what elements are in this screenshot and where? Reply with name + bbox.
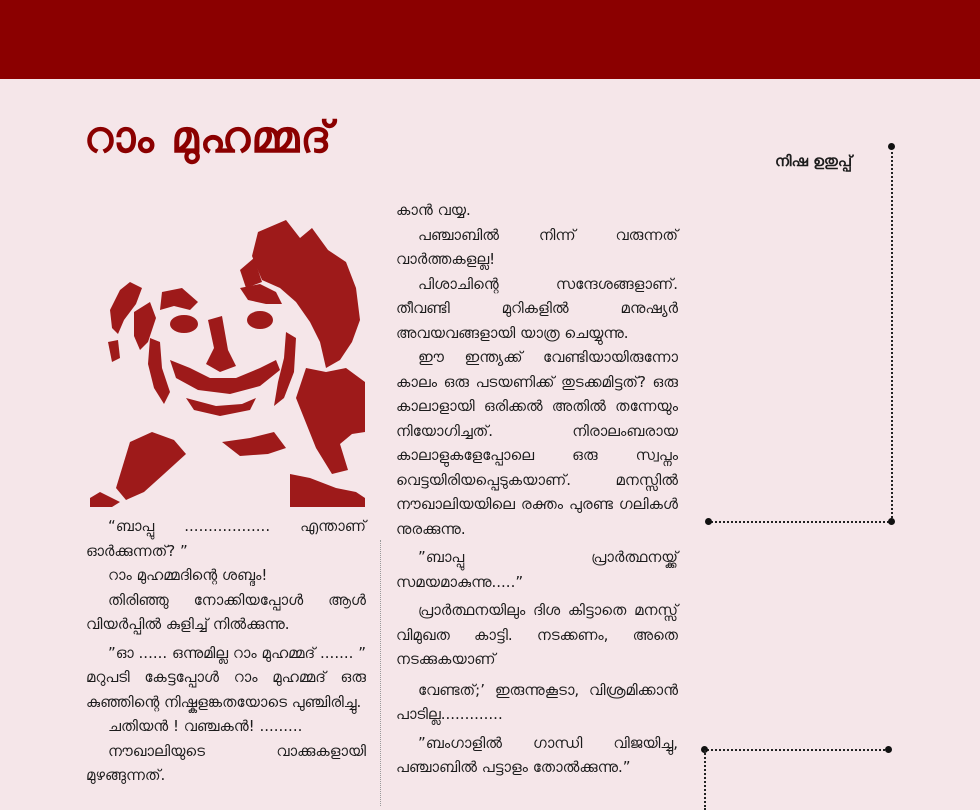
decorative-line-vertical [704, 750, 706, 810]
paragraph: നൗഖാലിയുടെ വാക്കുകളായി മുഴങ്ങുന്നത്. [86, 741, 366, 784]
article-column-2 [396, 198, 678, 780]
paragraph: പഞ്ചാബിൽ നിന്ന് വരുന്നത് വാർത്തകളല്ല! [396, 225, 678, 268]
paragraph: വേണ്ടത്;’ ഇരുന്നുകൂടാ, വിശ്രമിക്കാൻ പാടില്ല............. [396, 680, 678, 723]
paragraph: റാം മുഹമ്മദിന്റെ ശബ്ദം! [108, 566, 268, 584]
paragraph: ”ബംഗാളിൽ ഗാന്ധി വിജയിച്ചു, പഞ്ചാബിൽ പട്ടാളം തോൽക്കുന്നു.” [396, 733, 678, 776]
decorative-line-horizontal [708, 521, 892, 523]
author-name: നിഷ ഉതുപ്പ് [774, 152, 852, 170]
article-column-1 [86, 514, 366, 788]
paragraph: ”ബാപ്പു പ്രാർത്ഥനയ്ക്ക് സമയമാകുന്നു.....” [396, 548, 678, 591]
top-banner [0, 0, 980, 79]
paragraph: ചതിയൻ ! വഞ്ചകൻ! ......... [108, 717, 303, 735]
decorative-line-horizontal [704, 749, 889, 751]
article-title: റാം മുഹമ്മദ് [84, 112, 333, 163]
decorative-dot [705, 518, 712, 525]
paragraph: “ബാപ്പു .................. എന്താണ് ഓർക്കുന്നത്? ” [86, 517, 366, 560]
paragraph: ”ഓ ...... ഒന്നുമില്ല റാം മുഹമ്മദ് ....... ” മറുപടി കേട്ടപ്പോൾ റാം മുഹമ്മദ് ഒരു കുഞ്ഞിന്റെ നിഷ്കളങ്കതയോടെ പുഞ്ചിരിച്ചു. [86, 643, 366, 711]
paragraph: കാൻ വയ്യ. [396, 201, 471, 219]
gandhi-portrait-icon [90, 192, 365, 507]
paragraph: പിശാചിന്റെ സന്ദേശങ്ങളാണ്. തീവണ്ടി മുറികളിൽ മനുഷ്യർ അവയവങ്ങളായി യാത്ര ചെയ്യുന്നു. [396, 274, 678, 342]
paragraph: പ്രാർത്ഥനയിലും ദിശ കിട്ടാതെ മനസ്സ് വിമുഖത കാട്ടി. നടക്കണം, അതെ നടക്കുകയാണ് [396, 601, 678, 668]
decorative-dot [885, 746, 892, 753]
column-divider [380, 540, 381, 806]
paragraph: തിരിഞ്ഞു നോക്കിയപ്പോൾ ആൾ വിയർപ്പിൽ കുളിച്ച് നിൽക്കുന്നു. [86, 590, 366, 633]
decorative-dot [888, 143, 895, 150]
decorative-dot [888, 518, 895, 525]
paragraph: ഈ ഇന്ത്യക്ക് വേണ്ടിയായിരുന്നോ കാലം ഒരു പടയണിക്ക് തുടക്കമിട്ടത്? ഒരു കാലാളായി ഒരിക്കൽ അതിൽ തന്നേയും നിയോഗിച്ചത്. നിരാലംബരായ കാലാളുകളേപ്പോലെ ഒരു സ്വപ്നം വെട്ടയിരിയപ്പെടുകയാണ്. മനസ്സിൽ നൗഖാലിയയിലെ രക്തം പുരണ്ട ഗലികൾ നുരക്കുന്നു. [396, 348, 678, 538]
decorative-line-vertical [891, 147, 893, 522]
